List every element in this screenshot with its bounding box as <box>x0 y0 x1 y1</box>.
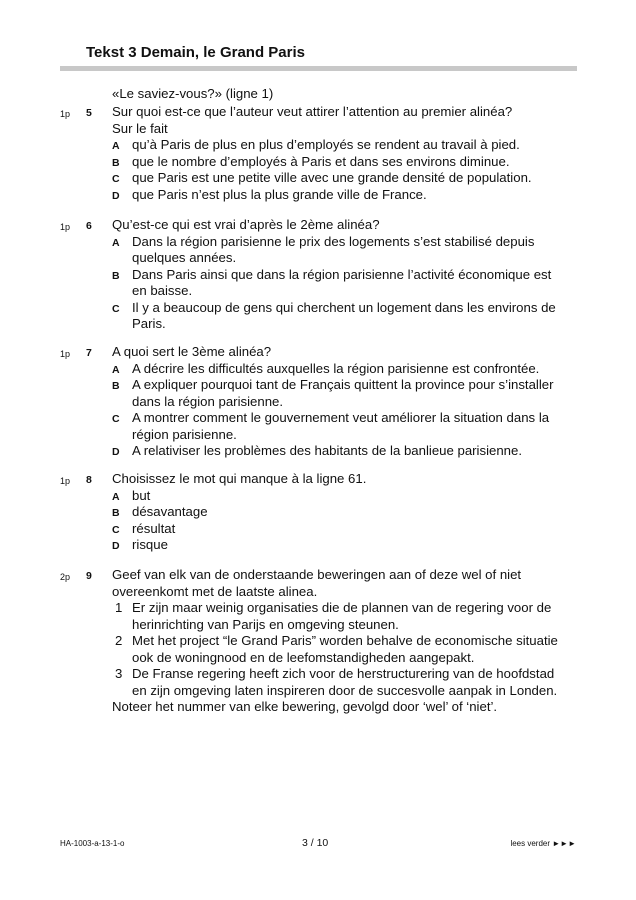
option-letter: C <box>112 302 120 315</box>
question-number: 6 <box>86 220 92 232</box>
option-letter: C <box>112 523 120 536</box>
statement-text: Met het project “le Grand Paris” worden behalve de economische situatie ook de woningnood en de leefomstandigheden aangepakt. <box>132 633 558 665</box>
statement-number: 3 <box>115 666 123 681</box>
option-text: A décrire les difficultés auxquelles la région parisienne est confrontée. <box>132 360 540 376</box>
statement-text: De Franse regering heeft zich voor de herstructurering van de hoofdstad en zijn omgeving laten inspireren door de succesvolle aanpak in Londen. <box>132 666 558 698</box>
footer-lees-verder: lees verder ►►► <box>510 839 576 848</box>
option-letter: B <box>112 156 120 169</box>
option-letter: C <box>112 413 120 425</box>
option-b <box>112 154 567 171</box>
option-text: que le nombre d’employés à Paris et dans ses environs diminue. <box>132 153 510 169</box>
statement-2 <box>112 633 567 666</box>
option-c <box>112 170 567 187</box>
option-letter: A <box>112 490 120 503</box>
question-points: 1p <box>60 476 71 486</box>
option-letter: A <box>112 363 120 376</box>
option-letter: D <box>112 446 120 458</box>
option-letter: B <box>112 380 120 392</box>
option-letter: D <box>112 540 120 552</box>
option-text: Dans Paris ainsi que dans la région parisienne l’activité économique est en baisse. <box>132 266 552 298</box>
option-text: A montrer comment le gouvernement veut améliorer la situation dans la région parisienne. <box>132 410 550 442</box>
option-letter: C <box>112 173 120 185</box>
option-text: Il y a beaucoup de gens qui cherchent un logement dans les environs de Paris. <box>132 299 556 331</box>
question-number: 7 <box>86 347 92 359</box>
option-text: désavantage <box>132 504 208 519</box>
option-a <box>112 361 567 378</box>
option-text: que Paris est une petite ville avec une grande densité de population. <box>132 170 532 185</box>
question-points: 1p <box>60 109 71 119</box>
option-letter: B <box>112 507 120 519</box>
statement-3 <box>112 666 567 699</box>
option-text: qu’à Paris de plus en plus d’employés se rendent au travail à pied. <box>132 137 520 152</box>
question-stem <box>112 344 567 361</box>
question-stem <box>112 104 567 137</box>
stem-line: Qu’est-ce qui est vrai d’après le 2ème alinéa? <box>112 217 380 232</box>
statement-1 <box>112 600 567 633</box>
footer-exam-code: HA-1003-a-13-1-o <box>60 839 125 848</box>
option-text: résultat <box>132 520 176 536</box>
question-stem <box>112 217 567 234</box>
option-text: A expliquer pourquoi tant de Français quittent la province pour s’installer dans la région parisienne. <box>132 377 554 409</box>
option-a <box>112 234 567 267</box>
option-text: Dans la région parisienne le prix des logements s’est stabilisé depuis quelques années. <box>132 233 535 265</box>
option-c <box>112 300 567 333</box>
option-d <box>112 537 567 554</box>
question-number: 8 <box>86 474 92 486</box>
options-list <box>112 234 567 333</box>
option-letter: A <box>112 236 120 249</box>
statement-number: 1 <box>115 600 123 615</box>
closing-instruction: Noteer het nummer van elke bewering, gevolgd door ‘wel’ of ‘niet’. <box>112 699 498 714</box>
intro-line: «Le saviez-vous?» (ligne 1) <box>112 86 274 101</box>
option-d <box>112 443 567 460</box>
option-text: but <box>132 487 151 503</box>
stem-line: Choisissez le mot qui manque à la ligne 61. <box>112 471 367 486</box>
stem-line: A quoi sert le 3ème alinéa? <box>112 344 272 359</box>
options-list <box>112 361 567 460</box>
stem-line: Geef van elk van de onderstaande beweringen aan of deze wel of niet overeenkomt met de laatste alinea. <box>112 567 522 599</box>
option-b <box>112 504 567 521</box>
stem-line: Sur quoi est-ce que l’auteur veut attirer l’attention au premier alinéa? <box>112 104 513 119</box>
page-title: Tekst 3 Demain, le Grand Paris <box>86 44 305 61</box>
options-list <box>112 488 567 554</box>
question-points: 1p <box>60 222 71 232</box>
question-stem <box>112 471 567 488</box>
question-points: 1p <box>60 349 71 359</box>
option-text: risque <box>132 537 168 552</box>
question-number: 5 <box>86 107 92 119</box>
option-c <box>112 521 567 538</box>
option-b <box>112 267 567 300</box>
option-d <box>112 187 567 204</box>
option-c <box>112 410 567 443</box>
option-text: que Paris n’est plus la plus grande ville de France. <box>132 186 427 202</box>
question-stem <box>112 567 567 600</box>
footer-page-number: 3 / 10 <box>302 837 329 849</box>
option-a <box>112 137 567 154</box>
stem-line: Sur le fait <box>112 120 168 136</box>
statements-list <box>112 600 567 716</box>
question-points: 2p <box>60 572 71 582</box>
option-letter: B <box>112 269 120 282</box>
options-list <box>112 137 567 203</box>
statement-text: Er zijn maar weinig organisaties die de plannen van de regering voor de herinrichting van Parijs en omgeving steunen. <box>132 600 552 632</box>
header-rule <box>60 66 577 71</box>
option-a <box>112 488 567 505</box>
option-letter: A <box>112 140 120 152</box>
option-letter: D <box>112 189 120 202</box>
option-b <box>112 377 567 410</box>
question-number: 9 <box>86 570 92 582</box>
option-text: A relativiser les problèmes des habitants de la banlieue parisienne. <box>132 443 522 458</box>
statement-number: 2 <box>115 633 123 648</box>
